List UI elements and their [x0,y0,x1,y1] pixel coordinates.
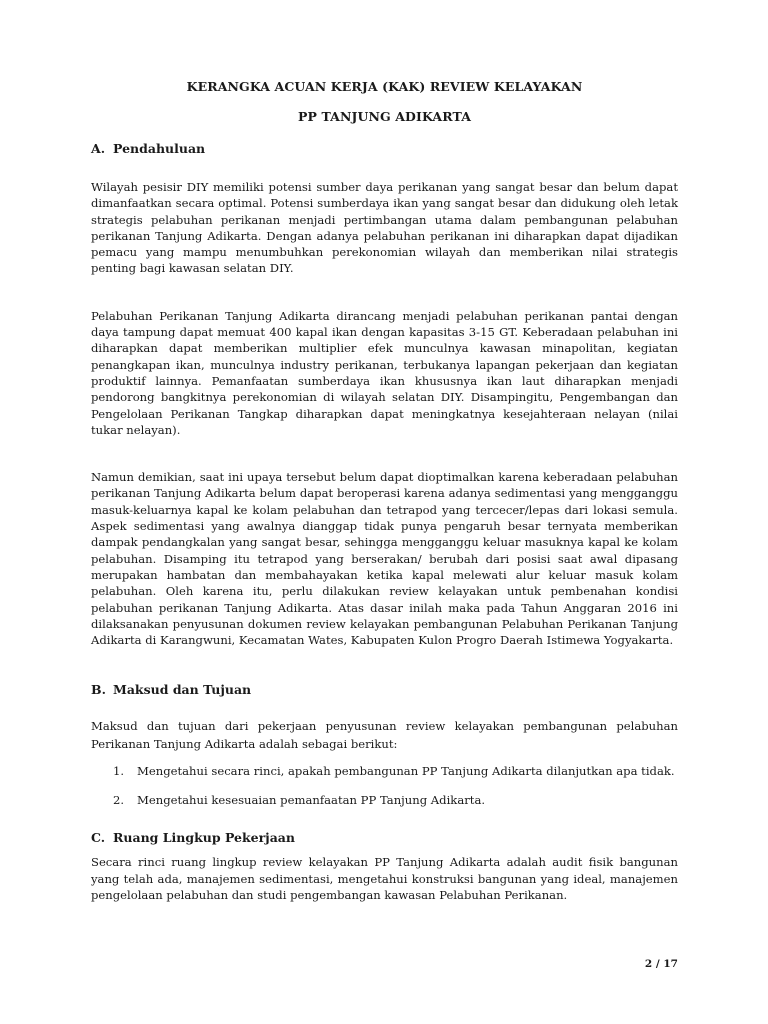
section-heading-ruang-lingkup [91,829,678,847]
section-heading-maksud-tujuan [91,681,678,699]
list-item-number: 2. [113,792,125,807]
document-title-line1: KERANGKA ACUAN KERJA (KAK) REVIEW KELAYAKAN [186,79,583,94]
list-item [91,763,678,781]
list-item-text: Mengetahui secara rinci, apakah pembangunan PP Tanjung Adikarta dilanjutkan apa tidak. [137,764,675,779]
paragraph-pendahuluan-2: Pelabuhan Perikanan Tanjung Adikarta dirancang menjadi pelabuhan perikanan pantai dengan daya tampung dapat memuat 400 kapal ikan dengan kapasitas 3-15 GT. Keberadaan pelabuhan ini diharapkan dapat memberikan multiplier efek munculnya kawasan minapolitan, kegiatan penangkapan ikan, munculnya industry perikanan, terbukanya lapangan pekerjaan dan kegiatan produktif lainnya. Pemanfaatan sumberdaya ikan khususnya ikan laut diharapkan menjadi pendorong bangkitnya perekonomian di wilayah selatan DIY. Disampingitu, Pengembangan dan Pengelolaan Perikanan Tangkap diharapkan dapat meningkatnya kesejahteraan nelayan (nilai tukar nelayan). [91,308,678,437]
section-heading-pendahuluan [91,140,678,158]
section-title: Pendahuluan [113,141,206,156]
section-title: Maksud dan Tujuan [113,682,252,698]
section-title: Ruang Lingkup Pekerjaan [113,830,295,846]
paragraph-pendahuluan-1: Wilayah pesisir DIY memiliki potensi sumber daya perikanan yang sangat besar dan belum dapat dimanfaatkan secara optimal. Potensi sumberdaya ikan yang sangat besar dan didukung oleh letak strategis pelabuhan perikanan menjadi pertimbangan utama dalam pembangunan pelabuhan perikanan Tanjung Adikarta. Dengan adanya pelabuhan perikanan ini diharapkan dapat dijadikan pemacu yang mampu menumbuhkan perekonomian wilayah dan memberikan nilai strategis penting bagi kawasan selatan DIY. [91,180,678,276]
paragraph-pendahuluan-3: Namun demikian, saat ini upaya tersebut belum dapat dioptimalkan karena keberadaan pelabuhan perikanan Tanjung Adikarta belum dapat beroperasi karena adanya sedimentasi yang mengganggu masuk-keluarnya kapal ke kolam pelabuhan dan tetrapod yang tercecer/lepas dari lokasi semula. Aspek sedimentasi yang awalnya dianggap tidak punya pengaruh besar ternyata memberikan dampak pendangkalan yang sangat besar, sehingga mengganggu keluar masuknya kapal ke kolam pelabuhan. Disamping itu tetrapod yang berserakan/ berubah dari posisi saat awal dipasang merupakan hambatan dan membahayakan ketika kapal melewati alur keluar masuk kolam pelabuhan. Oleh karena itu, perlu dilakukan review kelayakan untuk pembenahan kondisi pelabuhan perikanan Tanjung Adikarta. Atas dasar inilah maka pada Tahun Anggaran 2016 ini dilaksanakan penyusunan dokumen review kelayakan pembangunan Pelabuhan Perikanan Tanjung Adikarta di Karangwuni, Kecamatan Wates, Kabupaten Kulon Progro Daerah Istimewa Yogyakarta. [91,470,678,648]
paragraph-maksud-intro: Maksud dan tujuan dari pekerjaan penyusunan review kelayakan pembangunan pelabuhan Perikanan Tanjung Adikarta adalah sebagai berikut: [91,719,678,751]
document-title-line2: PP TANJUNG ADIKARTA [298,109,471,124]
section-letter: C. [91,830,106,846]
document-page [91,78,678,903]
section-letter: A. [91,141,106,156]
list-item-text: Mengetahui kesesuaian pemanfaatan PP Tanjung Adikarta. [137,792,486,807]
paragraph-ruang-lingkup: Secara rinci ruang lingkup review kelayakan PP Tanjung Adikarta adalah audit fisik bangunan yang telah ada, manajemen sedimentasi, mengetahui konstruksi bangunan yang ideal, manajemen pengelolaan pelabuhan dan studi pengembangan kawasan Pelabuhan Perikanan. [91,855,678,903]
section-letter: B. [91,682,106,698]
page-number: 2 / 17 [644,958,678,970]
list-item-number: 1. [113,764,125,779]
list-item [91,792,678,810]
objectives-list [91,763,678,809]
